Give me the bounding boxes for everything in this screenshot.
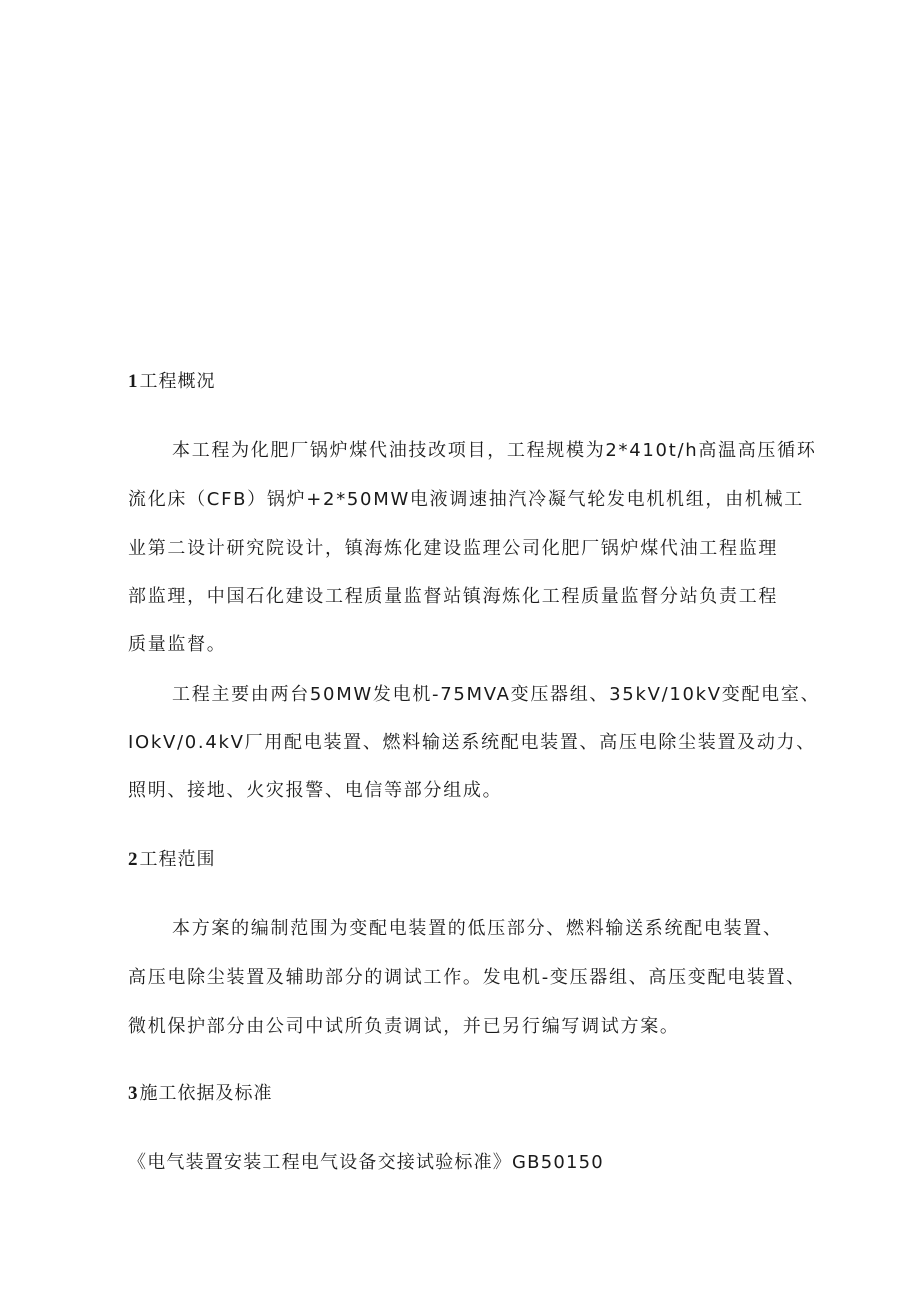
section-number: 1 — [128, 371, 139, 392]
section-title: 工程范围 — [139, 849, 216, 870]
paragraph-line: 本方案的编制范围为变配电装置的低压部分、燃料输送系统配电装置、 — [172, 918, 783, 939]
section-number: 3 — [128, 1083, 139, 1104]
paragraph-line: 本工程为化肥厂锅炉煤代油技改项目，工程规模为2*410t/h高温高压循环 — [172, 440, 817, 461]
section-number: 2 — [128, 849, 139, 870]
paragraph-line: 照明、接地、火灾报警、电信等部分组成。 — [128, 780, 503, 801]
section-title: 施工依据及标准 — [139, 1083, 273, 1104]
section-title: 工程概况 — [139, 371, 216, 392]
paragraph-line: 高压电除尘装置及辅助部分的调试工作。发电机-变压器组、高压变配电装置、 — [128, 967, 806, 988]
paragraph-line: IOkV/0.4kV厂用配电装置、燃料输送系统配电装置、高压电除尘装置及动力、 — [128, 732, 816, 753]
section-heading-1 — [128, 370, 216, 394]
section-heading-3 — [128, 1082, 273, 1106]
paragraph-line: 流化床（CFB）锅炉+2*50MW电液调速抽汽冷凝气轮发电机机组，由机械工 — [128, 489, 804, 510]
paragraph-line: 业第二设计研究院设计，镇海炼化建设监理公司化肥厂锅炉煤代油工程监理 — [128, 538, 779, 559]
standard-reference: 《电气装置安装工程电气设备交接试验标准》GB50150 — [128, 1152, 604, 1173]
section-heading-2 — [128, 848, 216, 872]
paragraph-line: 微机保护部分由公司中试所负责调试，并已另行编写调试方案。 — [128, 1016, 680, 1037]
paragraph-line: 工程主要由两台50MW发电机-75MVA变压器组、35kV/10kV变配电室、 — [172, 684, 821, 705]
paragraph-line: 部监理，中国石化建设工程质量监督站镇海炼化工程质量监督分站负责工程 — [128, 586, 779, 607]
paragraph-line: 质量监督。 — [128, 634, 227, 655]
